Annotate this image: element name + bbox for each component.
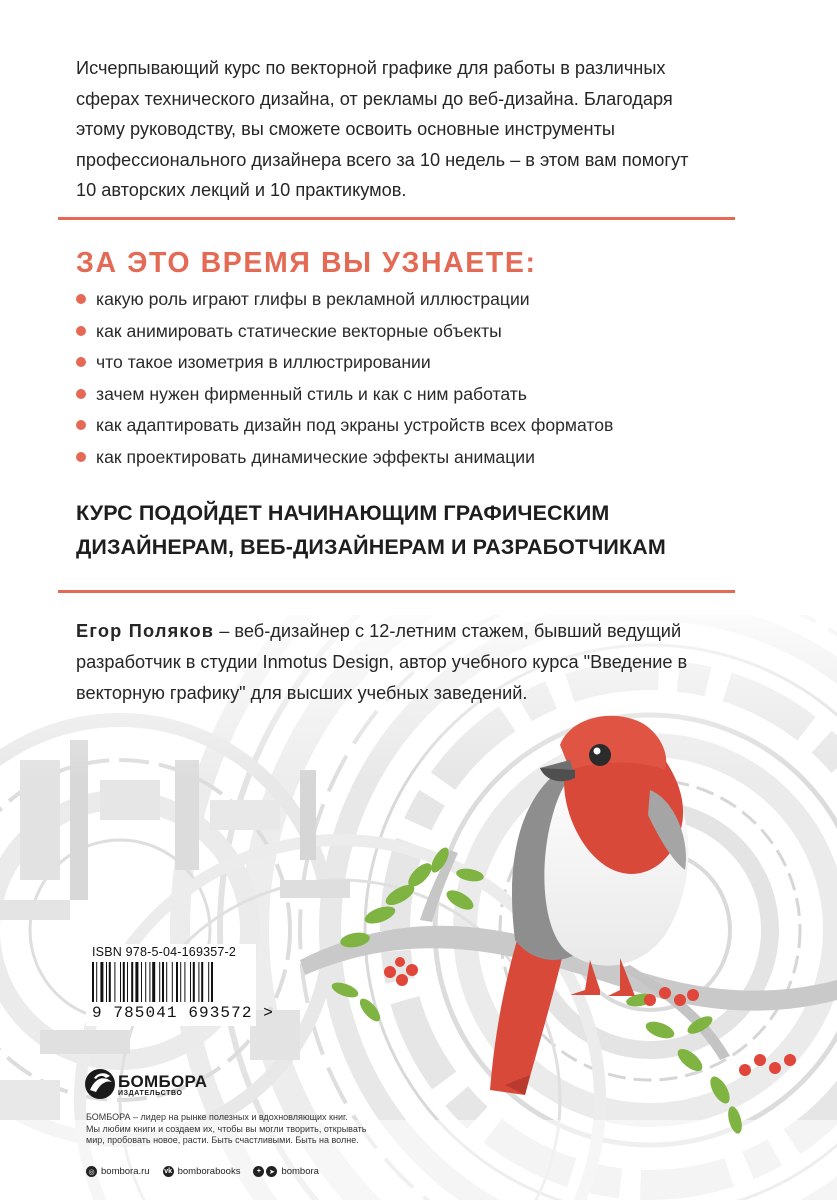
barcode-bar [100, 962, 103, 1002]
divider-top [58, 217, 735, 220]
barcode-bar [162, 962, 164, 1002]
publisher-name: БОМБОРА [118, 1072, 208, 1091]
publisher-line: БОМБОРА – лидер на рынке полезных и вдохновляющих книг. [86, 1112, 348, 1122]
social-links [86, 1166, 319, 1177]
audience-line: КУРС ПОДОЙДЕТ НАЧИНАЮЩИМ ГРАФИЧЕСКИМ [76, 501, 610, 525]
barcode-bar [131, 962, 133, 1002]
barcode-bar [166, 962, 167, 1002]
intro-line: Исчерпывающий курс по векторной графике для работы в различных [76, 58, 666, 78]
barcode-bar [152, 962, 155, 1002]
barcode-bar [198, 962, 199, 1002]
vk-icon: vk [164, 1168, 172, 1175]
globe-icon: ◎ [86, 1166, 97, 1177]
bullet-dot-icon [76, 420, 86, 430]
publisher-description [86, 1112, 426, 1147]
learn-item-text: какую роль играют глифы в рекламной иллюстрации [96, 289, 530, 309]
learn-item [76, 379, 613, 411]
social-handle[interactable] [253, 1166, 319, 1177]
social-handle-text: bombora [281, 1166, 319, 1177]
barcode-bar [106, 962, 107, 1002]
barcode-bar [190, 962, 191, 1002]
social-site[interactable] [86, 1166, 150, 1177]
barcode-bar [208, 962, 209, 1002]
learn-item [76, 316, 613, 348]
barcode-bar [184, 962, 185, 1002]
barcode-bar [145, 962, 146, 1002]
barcode-bar [159, 962, 160, 1002]
bullet-dot-icon [76, 452, 86, 462]
divider-bottom [58, 590, 735, 593]
barcode-bar [176, 962, 178, 1002]
learn-item-text: что такое изометрия в иллюстрировании [96, 352, 431, 373]
learn-item-text: как проектировать динамические эффекты анимации [96, 446, 535, 467]
intro-paragraph [76, 53, 776, 206]
barcode-bar [149, 962, 150, 1002]
learn-item [76, 410, 613, 442]
audience-line: ДИЗАЙНЕРАМ, ВЕБ-ДИЗАЙНЕРАМ И РАЗРАБОТЧИКАМ [76, 535, 666, 559]
bullet-dot-icon [76, 389, 86, 399]
learn-item [76, 284, 613, 316]
author-bio-line: разработчик в студии Inmotus Design, автор учебного курса "Введение в [76, 652, 688, 672]
barcode-bar [193, 962, 195, 1002]
barcode-bar [172, 962, 173, 1002]
barcode-bar [92, 962, 94, 1002]
audience-statement [76, 496, 666, 564]
barcode-bar [135, 962, 138, 1002]
learn-item-text: как адаптировать дизайн под экраны устройств всех форматов [96, 415, 614, 436]
barcode-bar [114, 962, 115, 1002]
bombora-logo-icon [85, 1069, 115, 1099]
intro-line: 10 авторских лекций и 10 практикумов. [76, 180, 407, 200]
author-name: Егор Поляков [76, 621, 215, 641]
author-bio-line: – веб-дизайнер с 12-летним стажем, бывший ведущий [214, 621, 682, 641]
learn-item-text: зачем нужен фирменный стиль и как с ним работать [96, 383, 527, 404]
barcode-bar [211, 962, 213, 1002]
barcode-digits: 9 785041 693572 > [92, 1004, 274, 1022]
barcode-bar [120, 962, 121, 1002]
bullet-dot-icon [76, 326, 86, 336]
intro-line: сферах технического дизайна, от рекламы до веб-дизайна. Благодаря [76, 88, 673, 109]
isbn-text: ISBN 978-5-04-169357-2 [92, 945, 237, 959]
learn-list [76, 284, 613, 474]
barcode-bar [201, 962, 203, 1002]
author-bio [76, 616, 776, 709]
social-site-text: bombora.ru [101, 1166, 150, 1177]
barcode-bar [96, 962, 97, 1002]
bullet-dot-icon [76, 294, 86, 304]
barcode-bar [127, 962, 128, 1002]
barcode-bar [141, 962, 142, 1002]
barcode-bar [123, 962, 125, 1002]
author-bio-line: векторную графику" для высших учебных заведений. [76, 683, 528, 703]
intro-line: этому руководству, вы сможете освоить основные инструменты [76, 119, 615, 139]
publisher-line: мир, пробовать новое, расти. Быть счастливыми. Быть на волне. [86, 1135, 359, 1145]
learn-item-text: как анимировать статические векторные объекты [96, 320, 502, 341]
barcode-bar [180, 962, 181, 1002]
publisher-subtitle: ИЗДАТЕЛЬСТВО [118, 1090, 183, 1097]
learn-heading: ЗА ЭТО ВРЕМЯ ВЫ УЗНАЕТЕ: [76, 247, 537, 279]
barcode-bar [109, 962, 111, 1002]
social-vk-text: bomborabooks [177, 1166, 241, 1177]
social-vk[interactable] [163, 1166, 241, 1177]
bullet-dot-icon [76, 357, 86, 367]
learn-item [76, 347, 613, 379]
learn-item [76, 442, 613, 474]
telegram-icon: ➤ [266, 1166, 277, 1177]
publisher-line: Мы любим книги и создаем их, чтобы вы могли творить, открывать [86, 1123, 367, 1134]
intro-line: профессионального дизайнера всего за 10 недель – в этом вам помогут [76, 149, 689, 170]
plus-icon: + [253, 1166, 264, 1177]
